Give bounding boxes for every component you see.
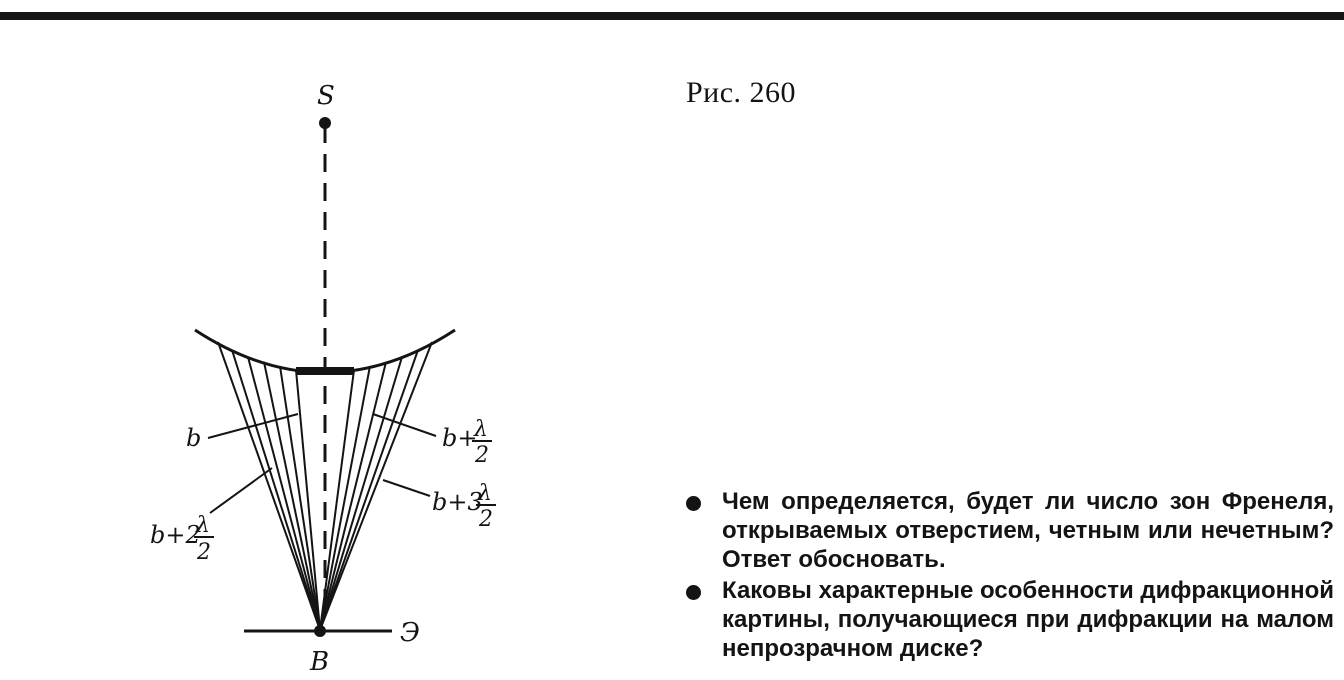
question-text: Каковы характерные особенности дифракционной картины, получающиеся при дифракции на малом непрозрачном диске? bbox=[722, 577, 1335, 662]
label-screen: Э bbox=[400, 618, 420, 648]
label-b-plus-3-half-two: 2 bbox=[479, 507, 493, 532]
label-b-plus-3-half-lambda: λ bbox=[478, 481, 492, 506]
question-text: Чем определяется, будет ли число зон Френеля, открываемых отверстием, четным или нечетным? Ответ обосновать. bbox=[722, 488, 1334, 573]
opaque-disk bbox=[296, 367, 354, 375]
label-b-plus-half-lambda: λ bbox=[474, 417, 488, 442]
label-b-plus-3-half-prefix: b+3 bbox=[432, 488, 483, 516]
question-item bbox=[684, 576, 1334, 663]
label-b-plus-2-half-two: 2 bbox=[197, 540, 211, 565]
bullet-icon bbox=[686, 585, 701, 600]
bullet-icon bbox=[686, 496, 701, 511]
label-source: S bbox=[317, 81, 335, 111]
observation-point bbox=[314, 625, 326, 637]
label-b-plus-half-prefix: b+ bbox=[442, 424, 478, 452]
figure-caption: Рис. 260 bbox=[686, 76, 797, 109]
label-observation-point: B bbox=[310, 647, 330, 677]
question-item bbox=[684, 487, 1334, 574]
label-b-plus-2-half-lambda: λ bbox=[196, 513, 210, 538]
label-b-plus-half-two: 2 bbox=[475, 443, 489, 468]
source-point bbox=[319, 117, 331, 129]
label-b-plus-2-half-prefix: b+2 bbox=[150, 521, 201, 549]
label-b: b bbox=[186, 424, 202, 452]
question-list bbox=[684, 487, 1334, 665]
leader-lines bbox=[208, 414, 436, 513]
